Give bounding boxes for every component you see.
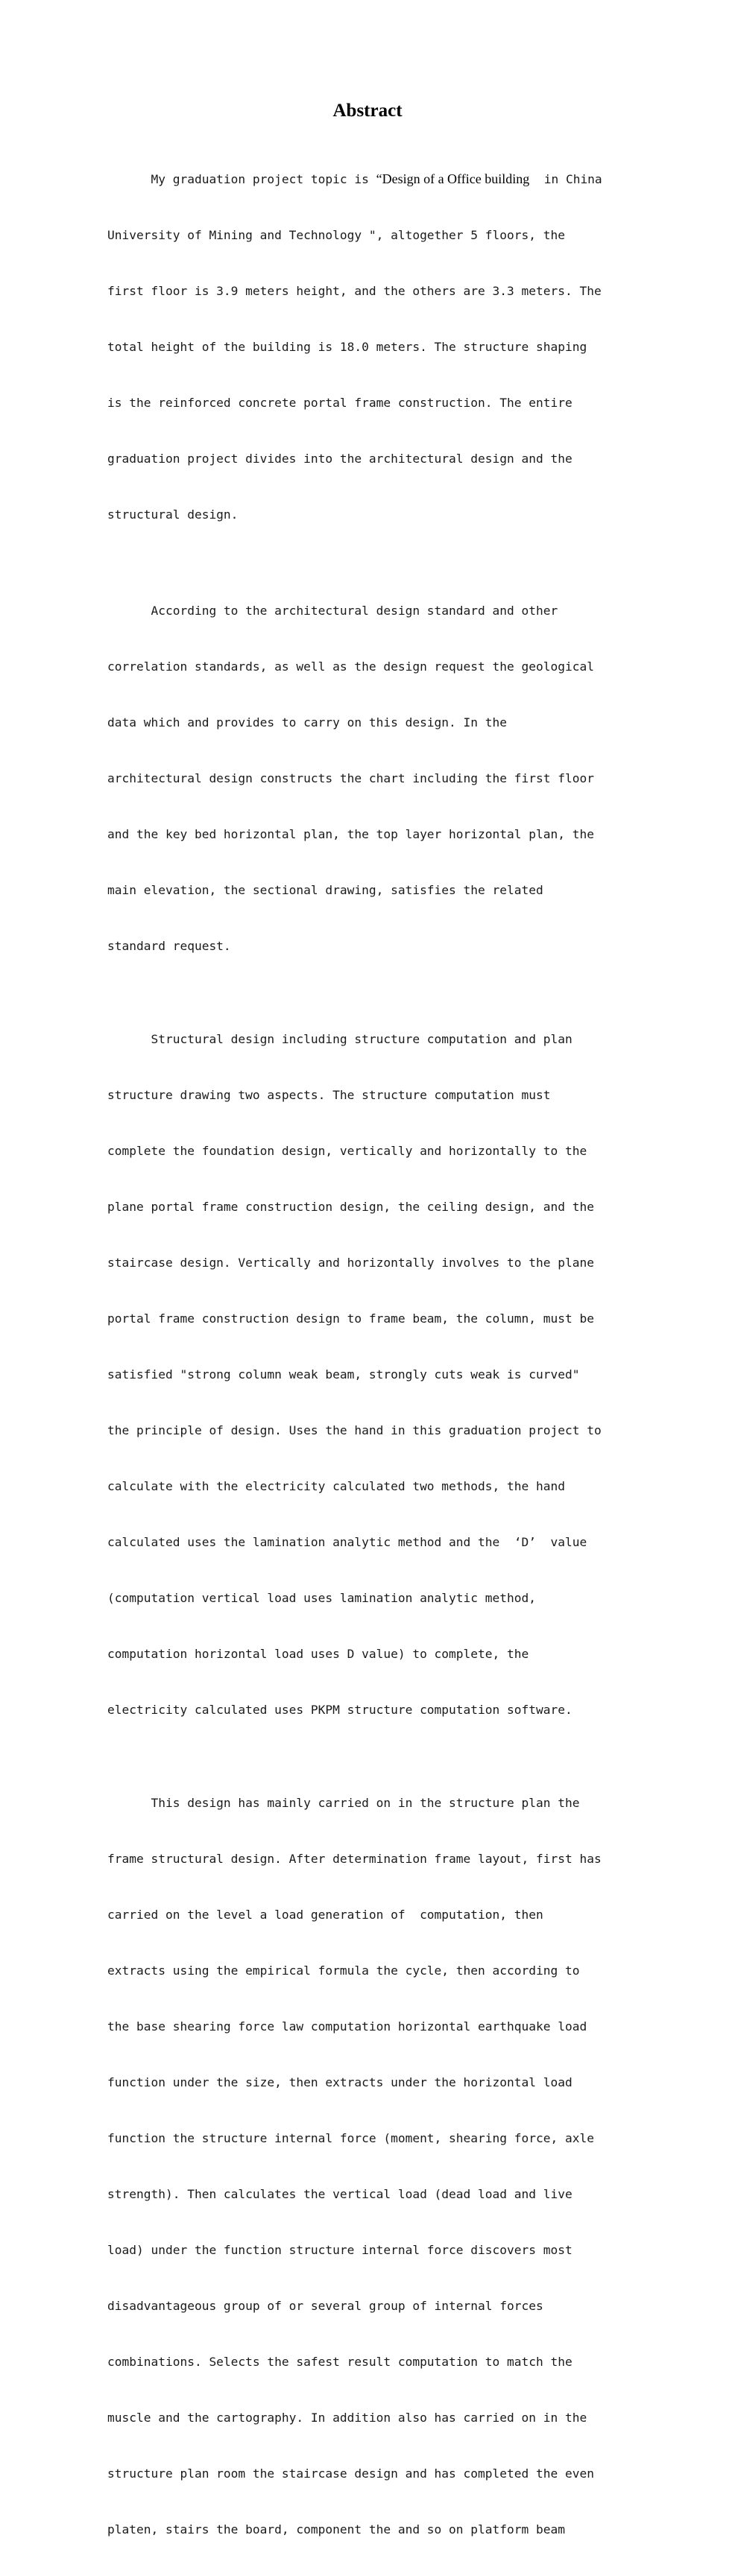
text-line: load) under the function structure internal force discovers most	[107, 2243, 572, 2257]
text-line: muscle and the cartography. In addition also has carried on in the	[107, 2411, 587, 2425]
text-line: the base shearing force law computation horizontal earthquake load	[107, 2019, 587, 2034]
text-line: Structural design including structure computation and plan	[107, 1032, 572, 1046]
text-line: platen, stairs the board, component the and so on platform beam	[107, 2522, 565, 2537]
text-line: satisfied "strong column weak beam, strongly cuts weak is curved"	[107, 1367, 580, 1382]
text-line: and the key bed horizontal plan, the top layer horizontal plan, the	[107, 827, 594, 841]
text-line: structural design.	[107, 507, 239, 522]
text-line: calculated uses the lamination analytic method and the ‘D’ value	[107, 1535, 587, 1549]
text-run: in China	[529, 172, 602, 186]
text-line: function the structure internal force (moment, shearing force, axle	[107, 2131, 594, 2145]
paragraph-3	[107, 993, 614, 1756]
paragraph-2	[107, 564, 614, 993]
paragraph-1	[107, 133, 614, 561]
text-line: disadvantageous group of or several group of internal forces	[107, 2299, 543, 2313]
text-line: complete the foundation design, vertically and horizontally to the	[107, 1144, 587, 1158]
text-line: total height of the building is 18.0 meters. The structure shaping	[107, 340, 587, 354]
text-line: carried on the level a load generation of computation, then	[107, 1908, 543, 1922]
text-line: plane portal frame construction design, the ceiling design, and the	[107, 1200, 594, 1214]
abstract-body	[107, 133, 614, 2576]
text-line: first floor is 3.9 meters height, and the others are 3.3 meters. The	[107, 284, 602, 298]
text-line: main elevation, the sectional drawing, satisfies the related	[107, 883, 543, 897]
text-line: strength). Then calculates the vertical load (dead load and live	[107, 2187, 572, 2201]
text-line: graduation project divides into the architectural design and the	[107, 452, 572, 466]
paragraph-4	[107, 1756, 614, 2576]
text-run: My graduation project topic is	[107, 172, 376, 186]
text-line: extracts using the empirical formula the cycle, then according to	[107, 1963, 580, 1978]
text-line: standard request.	[107, 939, 231, 953]
text-line: This design has mainly carried on in the structure plan the	[107, 1796, 580, 1810]
text-line: is the reinforced concrete portal frame construction. The entire	[107, 396, 572, 410]
text-line: portal frame construction design to frame beam, the column, must be	[107, 1311, 594, 1326]
text-line: data which and provides to carry on this design. In the	[107, 715, 508, 730]
text-line: According to the architectural design standard and other	[107, 604, 558, 618]
text-line: structure plan room the staircase design and has completed the even	[107, 2466, 594, 2481]
text-line: staircase design. Vertically and horizontally involves to the plane	[107, 1256, 594, 1270]
text-line: computation horizontal load uses D value) to complete, the	[107, 1647, 529, 1661]
project-title-run: “Design of a Office building	[376, 171, 530, 186]
text-line: combinations. Selects the safest result computation to match the	[107, 2355, 572, 2369]
text-line: calculate with the electricity calculated two methods, the hand	[107, 1479, 565, 1493]
text-line: (computation vertical load uses lamination analytic method,	[107, 1591, 536, 1605]
text-line: architectural design constructs the chart including the first floor	[107, 771, 594, 785]
text-line	[107, 170, 614, 189]
text-line: function under the size, then extracts under the horizontal load	[107, 2075, 572, 2089]
page-title: Abstract	[332, 101, 403, 121]
text-line: frame structural design. After determination frame layout, first has	[107, 1852, 602, 1866]
text-line: structure drawing two aspects. The structure computation must	[107, 1088, 551, 1102]
text-line: electricity calculated uses PKPM structure computation software.	[107, 1703, 572, 1717]
text-line: the principle of design. Uses the hand in this graduation project to	[107, 1423, 602, 1437]
text-line: correlation standards, as well as the design request the geological	[107, 659, 594, 674]
text-line: University of Mining and Technology ", altogether 5 floors, the	[107, 228, 565, 242]
